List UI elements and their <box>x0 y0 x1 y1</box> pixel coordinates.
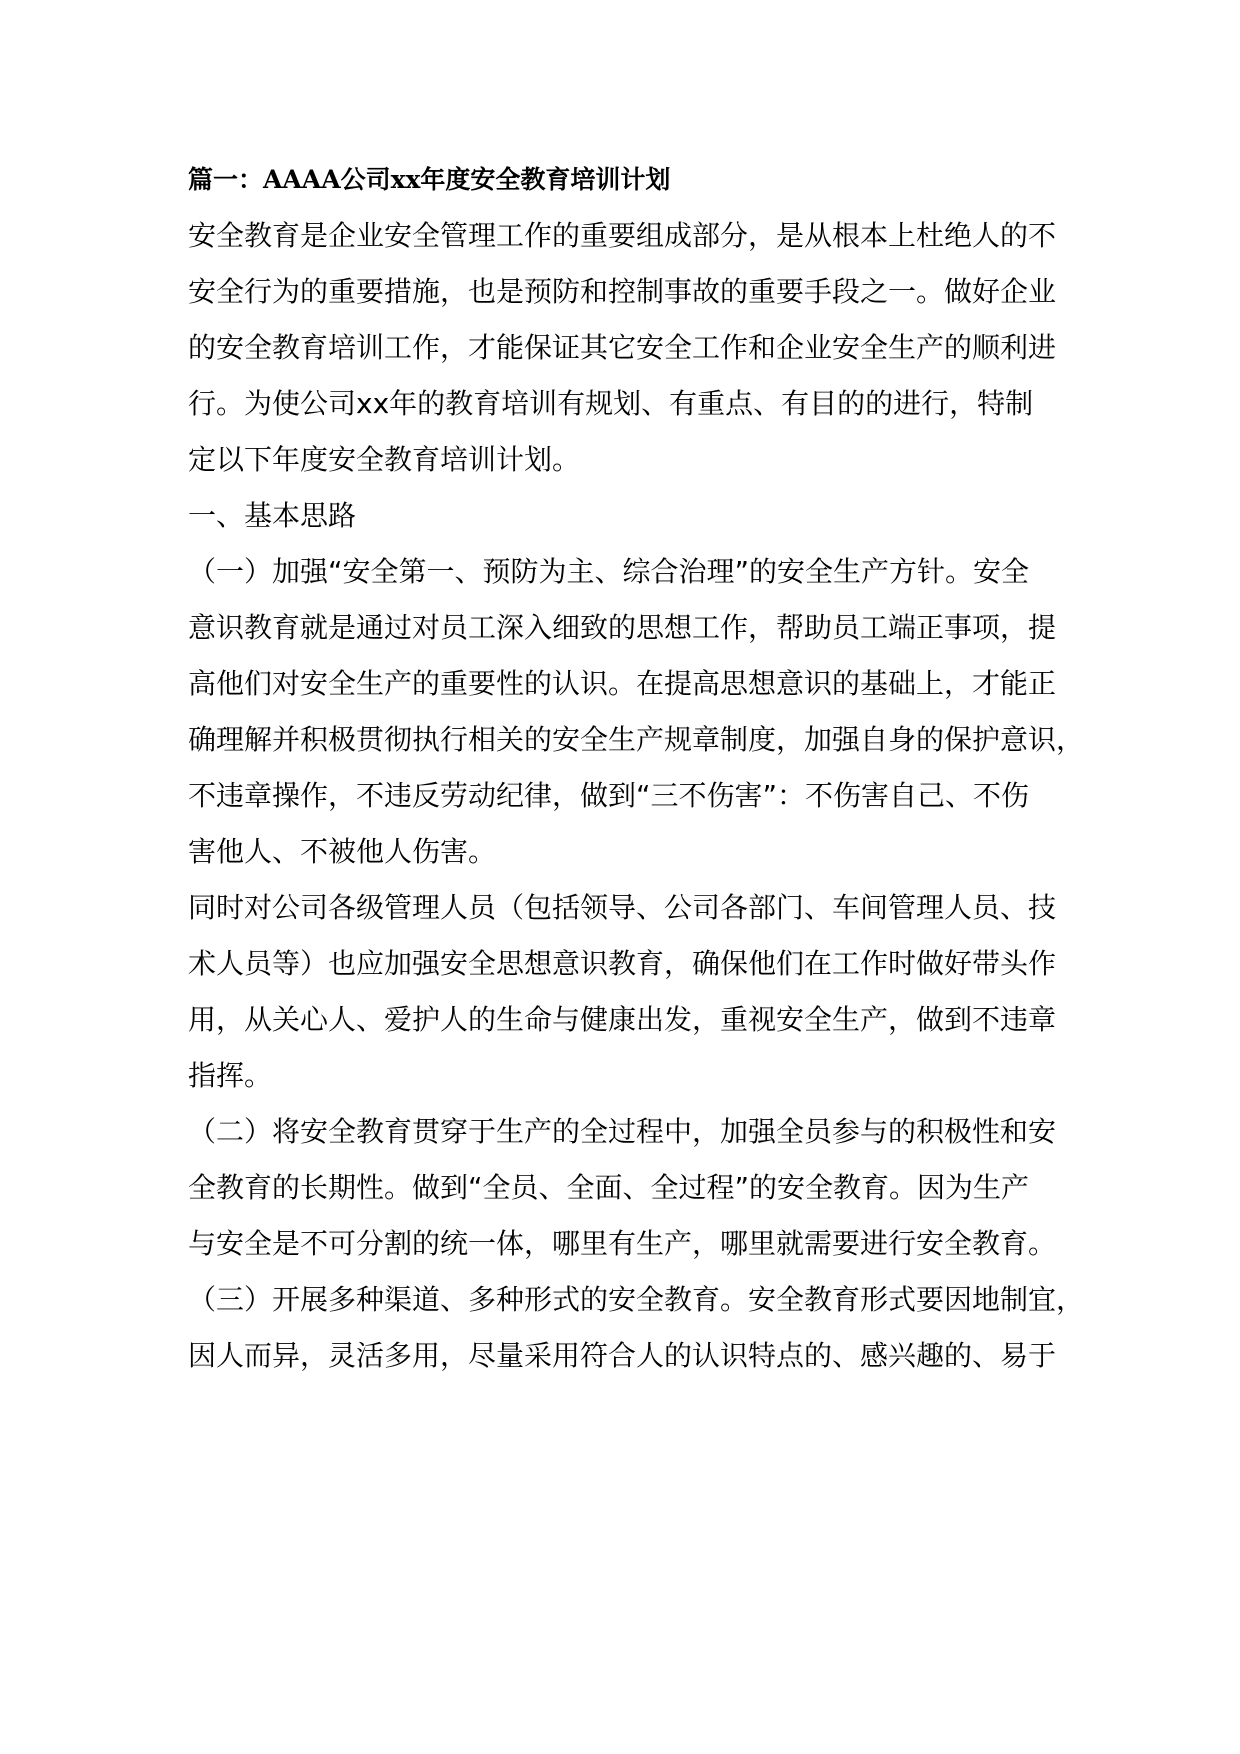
paragraph-line: （一）加强“安全第一、预防为主、综合治理”的安全生产方针。安全 <box>188 555 1030 588</box>
paragraph-line: 同时对公司各级管理人员（包括领导、公司各部门、车间管理人员、技 <box>188 891 1057 924</box>
paragraph-line: （二）将安全教育贯穿于生产的全过程中，加强全员参与的积极性和安 <box>188 1115 1057 1148</box>
paragraph-line: 定以下年度安全教育培训计划。 <box>188 443 581 476</box>
section-heading: 一、基本思路 <box>188 499 357 532</box>
paragraph-line: 因人而异，灵活多用，尽量采用符合人的认识特点的、感兴趣的、易于 <box>188 1339 1057 1372</box>
paragraph-line: 安全教育是企业安全管理工作的重要组成部分，是从根本上杜绝人的不 <box>188 219 1057 252</box>
paragraph-line: 行。为使公司xx年的教育培训有规划、有重点、有目的的进行，特制 <box>188 387 1034 420</box>
paragraph-line: 全教育的长期性。做到“全员、全面、全过程”的安全教育。因为生产 <box>188 1171 1030 1204</box>
paragraph-line: 术人员等）也应加强安全思想意识教育，确保他们在工作时做好带头作 <box>188 947 1057 980</box>
paragraph-line: 害他人、不被他人伤害。 <box>188 835 497 868</box>
paragraph-line: （三）开展多种渠道、多种形式的安全教育。安全教育形式要因地制宜， <box>188 1283 1085 1316</box>
paragraph-line: 与安全是不可分割的统一体，哪里有生产，哪里就需要进行安全教育。 <box>188 1227 1057 1260</box>
document-title: 篇一：AAAA公司xx年度安全教育培训计划 <box>188 165 671 194</box>
paragraph-line: 高他们对安全生产的重要性的认识。在提高思想意识的基础上，才能正 <box>188 667 1057 700</box>
paragraph-line: 不违章操作，不违反劳动纪律，做到“三不伤害”：不伤害自己、不伤 <box>188 779 1030 812</box>
paragraph-line: 指挥。 <box>188 1059 273 1092</box>
paragraph-line: 的安全教育培训工作，才能保证其它安全工作和企业安全生产的顺利进 <box>188 331 1057 364</box>
paragraph-line: 用，从关心人、爱护人的生命与健康出发，重视安全生产，做到不违章 <box>188 1003 1057 1036</box>
paragraph-line: 意识教育就是通过对员工深入细致的思想工作，帮助员工端正事项，提 <box>188 611 1057 644</box>
paragraph-line: 确理解并积极贯彻执行相关的安全生产规章制度，加强自身的保护意识， <box>188 723 1085 756</box>
paragraph-line: 安全行为的重要措施，也是预防和控制事故的重要手段之一。做好企业 <box>188 275 1057 308</box>
